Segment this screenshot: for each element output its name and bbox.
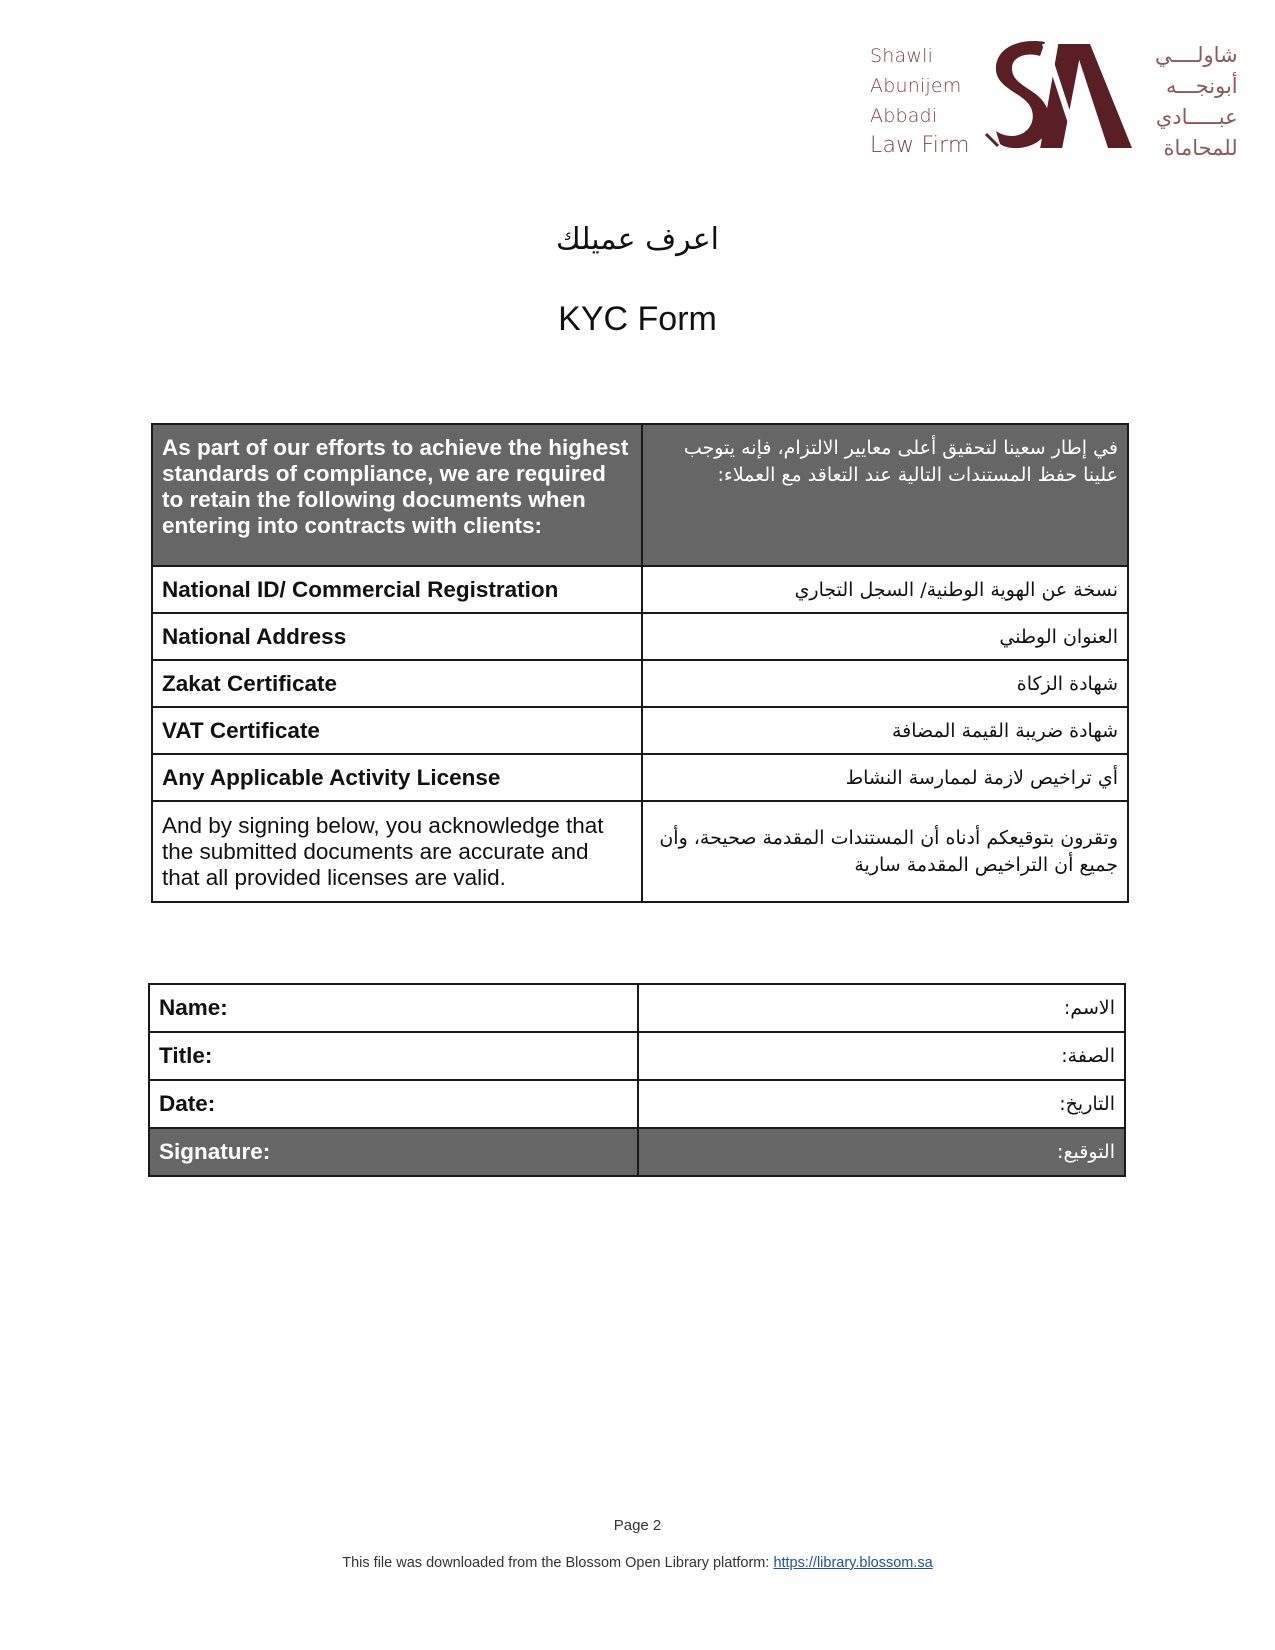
title-row (149, 1032, 1125, 1080)
signature-form-table (148, 983, 1126, 1177)
table-row (152, 754, 1128, 801)
signature-label[interactable]: Signature: (149, 1128, 638, 1176)
name-label[interactable]: Name: (149, 984, 638, 1032)
footer-link[interactable]: https://library.blossom.sa (773, 1555, 933, 1571)
document-en: National Address (152, 613, 642, 660)
page-title-arabic: اعرف عميلك (556, 222, 719, 257)
logo-monogram-icon (982, 36, 1142, 154)
document-en: Zakat Certificate (152, 660, 642, 707)
intro-arabic: في إطار سعينا لتحقيق أعلى معايير الالتزام، فإنه يتوجب علينا حفظ المستندات التالية عند التعاقد مع العملاء: (642, 424, 1128, 566)
title-label-arabic[interactable]: الصفة: (638, 1032, 1125, 1080)
document-en: VAT Certificate (152, 707, 642, 754)
table-row (152, 613, 1128, 660)
law-firm-logo (870, 36, 1240, 166)
logo-arabic-name (1155, 40, 1238, 164)
date-label-arabic[interactable]: التاريخ: (638, 1080, 1125, 1128)
acknowledgement-arabic: وتقرون بتوقيعكم أدناه أن المستندات المقدمة صحيحة، وأن جميع أن التراخيص المقدمة سارية (642, 801, 1128, 902)
table-row (152, 660, 1128, 707)
logo-ar-line: أبونجـــه (1166, 74, 1238, 98)
logo-en-line: Shawli (870, 45, 934, 67)
name-label-arabic[interactable]: الاسم: (638, 984, 1125, 1032)
table-row (152, 707, 1128, 754)
document-ar: نسخة عن الهوية الوطنية/ السجل التجاري (642, 566, 1128, 613)
document-en: National ID/ Commercial Registration (152, 566, 642, 613)
logo-ar-line: شاولــــي (1155, 43, 1238, 67)
table-row (152, 566, 1128, 613)
footer-text: This file was downloaded from the Blossom Open Library platform: (342, 1555, 770, 1571)
table-header-row (152, 424, 1128, 566)
document-ar: شهادة الزكاة (642, 660, 1128, 707)
title-label[interactable]: Title: (149, 1032, 638, 1080)
download-footer (0, 1555, 1275, 1571)
logo-ar-line: للمحاماة (1163, 136, 1238, 160)
document-ar: العنوان الوطني (642, 613, 1128, 660)
intro-english: As part of our efforts to achieve the highest standards of compliance, we are required to retain the following documents when entering into contracts with clients: (152, 424, 642, 566)
signature-row (149, 1128, 1125, 1176)
acknowledgement-row (152, 801, 1128, 902)
signature-label-arabic[interactable]: التوقيع: (638, 1128, 1125, 1176)
page-number: Page 2 (613, 1517, 662, 1534)
logo-en-line: Abbadi (870, 105, 938, 127)
document-ar: أي تراخيص لازمة لممارسة النشاط (642, 754, 1128, 801)
date-row (149, 1080, 1125, 1128)
required-documents-table (151, 423, 1129, 903)
name-row (149, 984, 1125, 1032)
document-en: Any Applicable Activity License (152, 754, 642, 801)
acknowledgement-english: And by signing below, you acknowledge that the submitted documents are accurate and that all provided licenses are valid. (152, 801, 642, 902)
logo-en-line: Abunijem (870, 75, 962, 97)
logo-en-line: Law Firm (870, 133, 970, 158)
logo-english-name (870, 41, 970, 161)
document-ar: شهادة ضريبة القيمة المضافة (642, 707, 1128, 754)
date-label[interactable]: Date: (149, 1080, 638, 1128)
page-title: KYC Form (558, 300, 717, 338)
logo-ar-line: عبـــــادي (1155, 105, 1238, 129)
